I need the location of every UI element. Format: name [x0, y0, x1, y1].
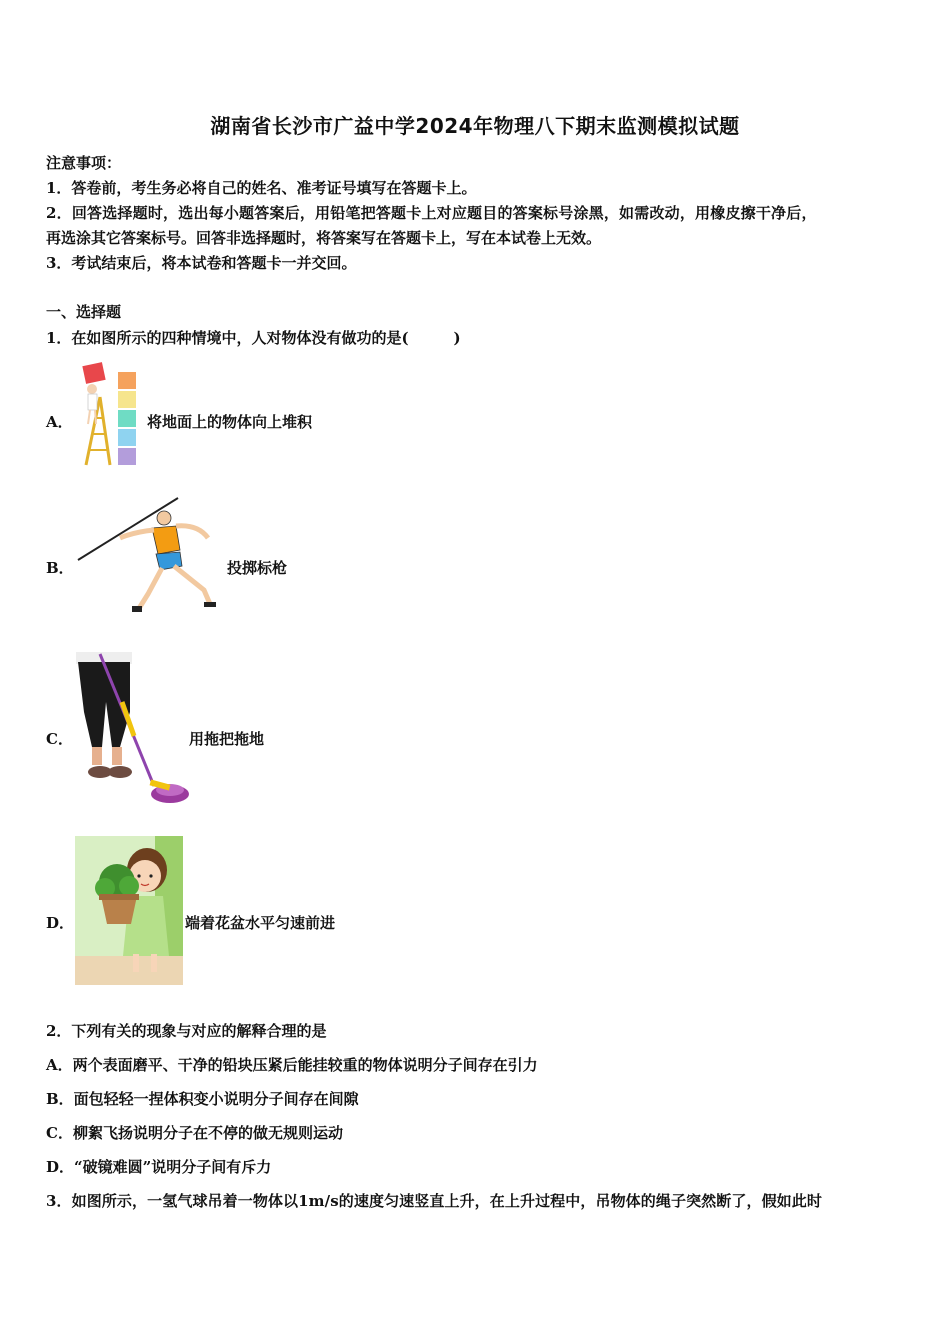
q1-option-b-text: 投掷标枪 — [227, 559, 288, 577]
mopping-floor-image — [76, 652, 190, 806]
q1-option-b-letter: B． — [46, 559, 74, 577]
q1-option-d-text: 端着花盆水平匀速前进 — [185, 914, 336, 932]
page-title: 湖南省长沙市广益中学2024年物理八下期末监测模拟试题 — [210, 114, 740, 138]
notes-item-1: 1．答卷前，考生务必将自己的姓名、准考证号填写在答题卡上。 — [46, 179, 477, 197]
q2-option-d: D．“破镜难圆”说明分子间有斥力 — [46, 1158, 272, 1176]
q1-option-c-letter: C． — [46, 730, 73, 748]
section-heading: 一、选择题 — [46, 303, 122, 321]
q2-option-a: A．两个表面磨平、干净的铅块压紧后能挂较重的物体说明分子间存在引力 — [46, 1056, 538, 1074]
ladder-stacking-boxes-image — [76, 362, 142, 467]
q1-option-a-letter: A． — [46, 413, 73, 431]
girl-carrying-flowerpot-image — [75, 836, 183, 985]
q1-option-d-letter: D． — [46, 914, 75, 932]
notes-item-2: 2．回答选择题时，选出每小题答案后，用铅笔把答题卡上对应题目的答案标号涂黑，如需改动，用橡皮擦干净后， — [46, 204, 817, 222]
q2-option-b: B．面包轻轻一捏体积变小说明分子间存在间隙 — [46, 1090, 359, 1108]
q3-stem: 3．如图所示，一氢气球吊着一物体以1m/s的速度匀速竖直上升，在上升过程中，吊物体的绳子突然断了，假如此时 — [46, 1192, 822, 1210]
javelin-thrower-image — [76, 494, 222, 616]
notes-item-3: 3．考试结束后，将本试卷和答题卡一并交回。 — [46, 254, 357, 272]
notes-item-2-cont: 再选涂其它答案标号。回答非选择题时，将答案写在答题卡上，写在本试卷上无效。 — [46, 229, 602, 247]
q1-option-c-text: 用拖把拖地 — [189, 730, 265, 748]
notes-heading: 注意事项： — [46, 154, 122, 172]
q1-option-a-text: 将地面上的物体向上堆积 — [147, 413, 313, 431]
q1-stem: 1．在如图所示的四种情境中，人对物体没有做功的是( ) — [46, 329, 461, 347]
q2-stem: 2．下列有关的现象与对应的解释合理的是 — [46, 1022, 327, 1040]
q2-option-c: C．柳絮飞扬说明分子在不停的做无规则运动 — [46, 1124, 343, 1142]
